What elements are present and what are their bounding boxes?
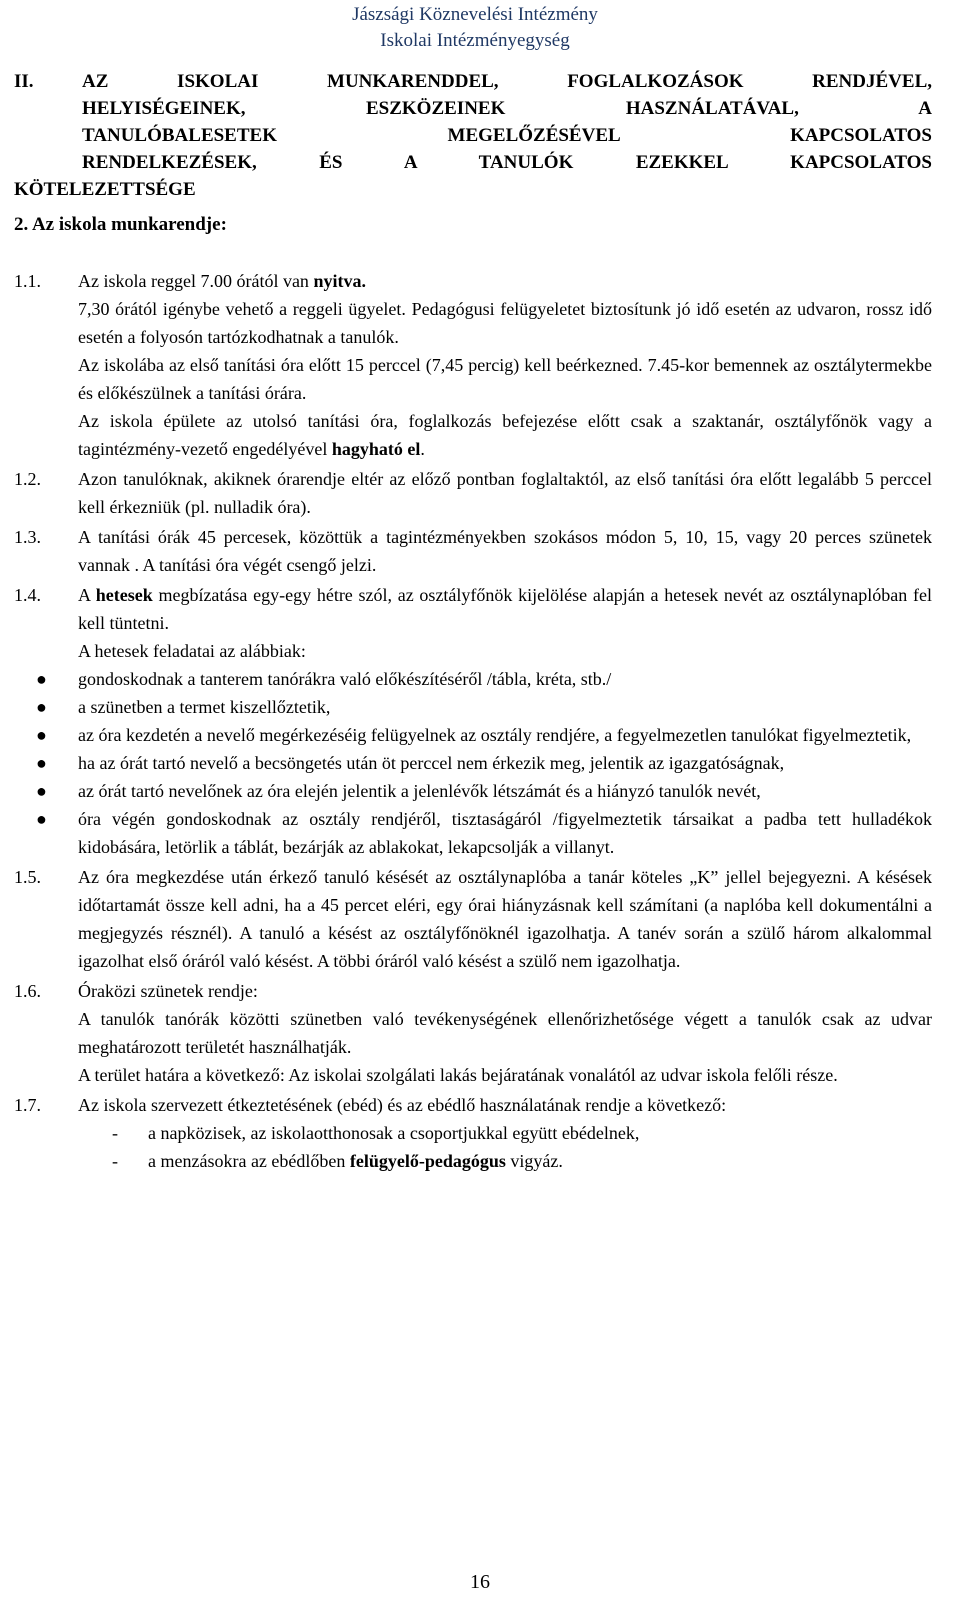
chapter-title-line: AZ ISKOLAI MUNKARENDDEL, FOGLALKOZÁSOK RENDJÉVEL, bbox=[82, 71, 932, 92]
item-paragraph: 7,30 órától igénybe vehető a reggeli ügyelet. Pedagógusi felügyeletet biztosítunk jó idő esetén az udvaron, rossz idő esetén a folyosón tartózkodhatnak a tanulók. bbox=[78, 299, 932, 347]
item-number: 1.6. bbox=[14, 981, 41, 1001]
bullet-icon: ● bbox=[36, 781, 47, 801]
list-item: ● óra végén gondoskodnak az osztály rendjéről, tisztaságáról /figyelmeztetik társaikat a padba tett hulladékok kidobására, letörlik a táblát, bezárják az ablakokat, lekapcsolják a villanyt. bbox=[14, 805, 932, 861]
item-1-4 bbox=[14, 581, 932, 665]
list-item: - a menzásokra az ebédlőben felügyelő-pedagógus vigyáz. bbox=[112, 1147, 932, 1175]
header-unit: Iskolai Intézményegység bbox=[380, 30, 570, 51]
item-heading: Óraközi szünetek rendje: bbox=[78, 981, 258, 1001]
item-paragraph: Azon tanulóknak, akiknek órarendje eltér az előző pontban foglaltaktól, az első tanítási óra előtt legalább 5 perccel kell érkezniük (pl. nulladik óra). bbox=[78, 469, 932, 517]
bullet-icon: ● bbox=[36, 809, 47, 829]
item-paragraph: Az iskola épülete az utolsó tanítási óra, foglalkozás befejezése előtt csak a szaktanár, osztályfőnök vagy a tagintézmény-vezető engedélyével hagyható el. bbox=[78, 411, 932, 459]
section-heading: 2. Az iskola munkarendje: bbox=[14, 214, 227, 235]
item-paragraph: A hetesek feladatai az alábbiak: bbox=[78, 641, 306, 661]
item-paragraph: A tanítási órák 45 percesek, közöttük a tagintézményekben szokásos módon 5, 10, 15, vagy 20 perces szünetek vannak . A tanítási óra végét csengő jelzi. bbox=[78, 527, 932, 575]
item-paragraph: Az óra megkezdése után érkező tanuló késését az osztálynaplóba a tanár köteles „K” jellel bejegyezni. A késések időtartamát össze kell adni, ha a 45 percet eléri, egy órai hiányzásnak kell számítani (a naplóba kell dokumentálni a megjegyzés résznél). A tanuló a késést az osztályfőnöknél igazolhatja. A tanév során a szülő három alkalommal igazolhat első óráról való késést. A többi óráról való késést a szülő nem igazolhatja. bbox=[78, 867, 932, 971]
item-1-5 bbox=[14, 863, 932, 975]
item-number: 1.1. bbox=[14, 271, 41, 291]
item-paragraph: A tanulók tanórák közötti szünetben való tevékenységének ellenőrizhetősége végett a tanulók csak az udvar meghatározott területét használhatják. bbox=[78, 1009, 932, 1057]
bullet-icon: ● bbox=[36, 753, 47, 773]
bullet-icon: ● bbox=[36, 669, 47, 689]
chapter-number: II. bbox=[14, 71, 34, 92]
chapter-title-text bbox=[82, 68, 932, 176]
item-paragraph: Az iskola szervezett étkeztetésének (ebéd) és az ebédlő használatának rendje a következő: bbox=[78, 1095, 727, 1115]
list-item: ● gondoskodnak a tanterem tanórákra való előkészítéséről /tábla, kréta, stb./ bbox=[14, 665, 932, 693]
list-item: ● a szünetben a termet kiszellőztetik, bbox=[14, 693, 932, 721]
list-item: ● ha az órát tartó nevelő a becsöngetés után öt perccel nem érkezik meg, jelentik az igazgatóságnak, bbox=[14, 749, 932, 777]
item-number: 1.5. bbox=[14, 867, 41, 887]
item-paragraph: Az iskolába az első tanítási óra előtt 15 perccel (7,45 percig) kell beérkezned. 7.45-kor bemennek az osztálytermekbe és előkészülnek a tanítási órára. bbox=[78, 355, 932, 403]
list-item: - a napközisek, az iskolaotthonosak a csoportjukkal együtt ebédelnek, bbox=[112, 1119, 932, 1147]
list-item: ● az óra kezdetén a nevelő megérkezéséig felügyelnek az osztály rendjére, a fegyelmezetlen tanulókat figyelmeztetik, bbox=[14, 721, 932, 749]
item-number: 1.2. bbox=[14, 469, 41, 489]
item-number: 1.3. bbox=[14, 527, 41, 547]
item-1-6 bbox=[14, 977, 932, 1089]
item-paragraph: A hetesek megbízatása egy-egy hétre szól, az osztályfőnök kijelölése alapján a hetesek nevét az osztálynaplóban fel kell tüntetni. bbox=[78, 585, 932, 633]
item-number: 1.4. bbox=[14, 585, 41, 605]
item-1-1 bbox=[14, 267, 932, 463]
dash-marker: - bbox=[112, 1123, 118, 1143]
chapter-title-line: TANULÓBALESETEK MEGELŐZÉSÉVEL KAPCSOLATOS bbox=[82, 125, 932, 146]
page-content bbox=[14, 68, 932, 1175]
item-1-3 bbox=[14, 523, 932, 579]
list-item: ● az órát tartó nevelőnek az óra elején jelentik a jelenlévők létszámát és a hiányzó tanulók nevét, bbox=[14, 777, 932, 805]
header-institution: Jászsági Köznevelési Intézmény bbox=[352, 4, 598, 25]
page-number: 16 bbox=[470, 1571, 490, 1593]
item-number: 1.7. bbox=[14, 1095, 41, 1115]
item-1-7 bbox=[14, 1091, 932, 1119]
item-paragraph: A terület határa a következő: Az iskolai szolgálati lakás bejáratának vonalától az udvar iskola felőli része. bbox=[78, 1065, 838, 1085]
dash-marker: - bbox=[112, 1151, 118, 1171]
chapter-title-line: HELYISÉGEINEK, ESZKÖZEINEK HASZNÁLATÁVAL, A bbox=[82, 98, 932, 119]
bullet-icon: ● bbox=[36, 697, 47, 717]
item-paragraph: Az iskola reggel 7.00 órától van nyitva. bbox=[78, 271, 366, 291]
bullet-icon: ● bbox=[36, 725, 47, 745]
document-header bbox=[0, 0, 960, 60]
chapter-title-line: KÖTELEZETTSÉGE bbox=[14, 179, 196, 200]
item-1-2 bbox=[14, 465, 932, 521]
chapter-title bbox=[14, 68, 932, 203]
chapter-title-line: RENDELKEZÉSEK, ÉS A TANULÓK EZEKKEL KAPCSOLATOS bbox=[82, 152, 932, 173]
